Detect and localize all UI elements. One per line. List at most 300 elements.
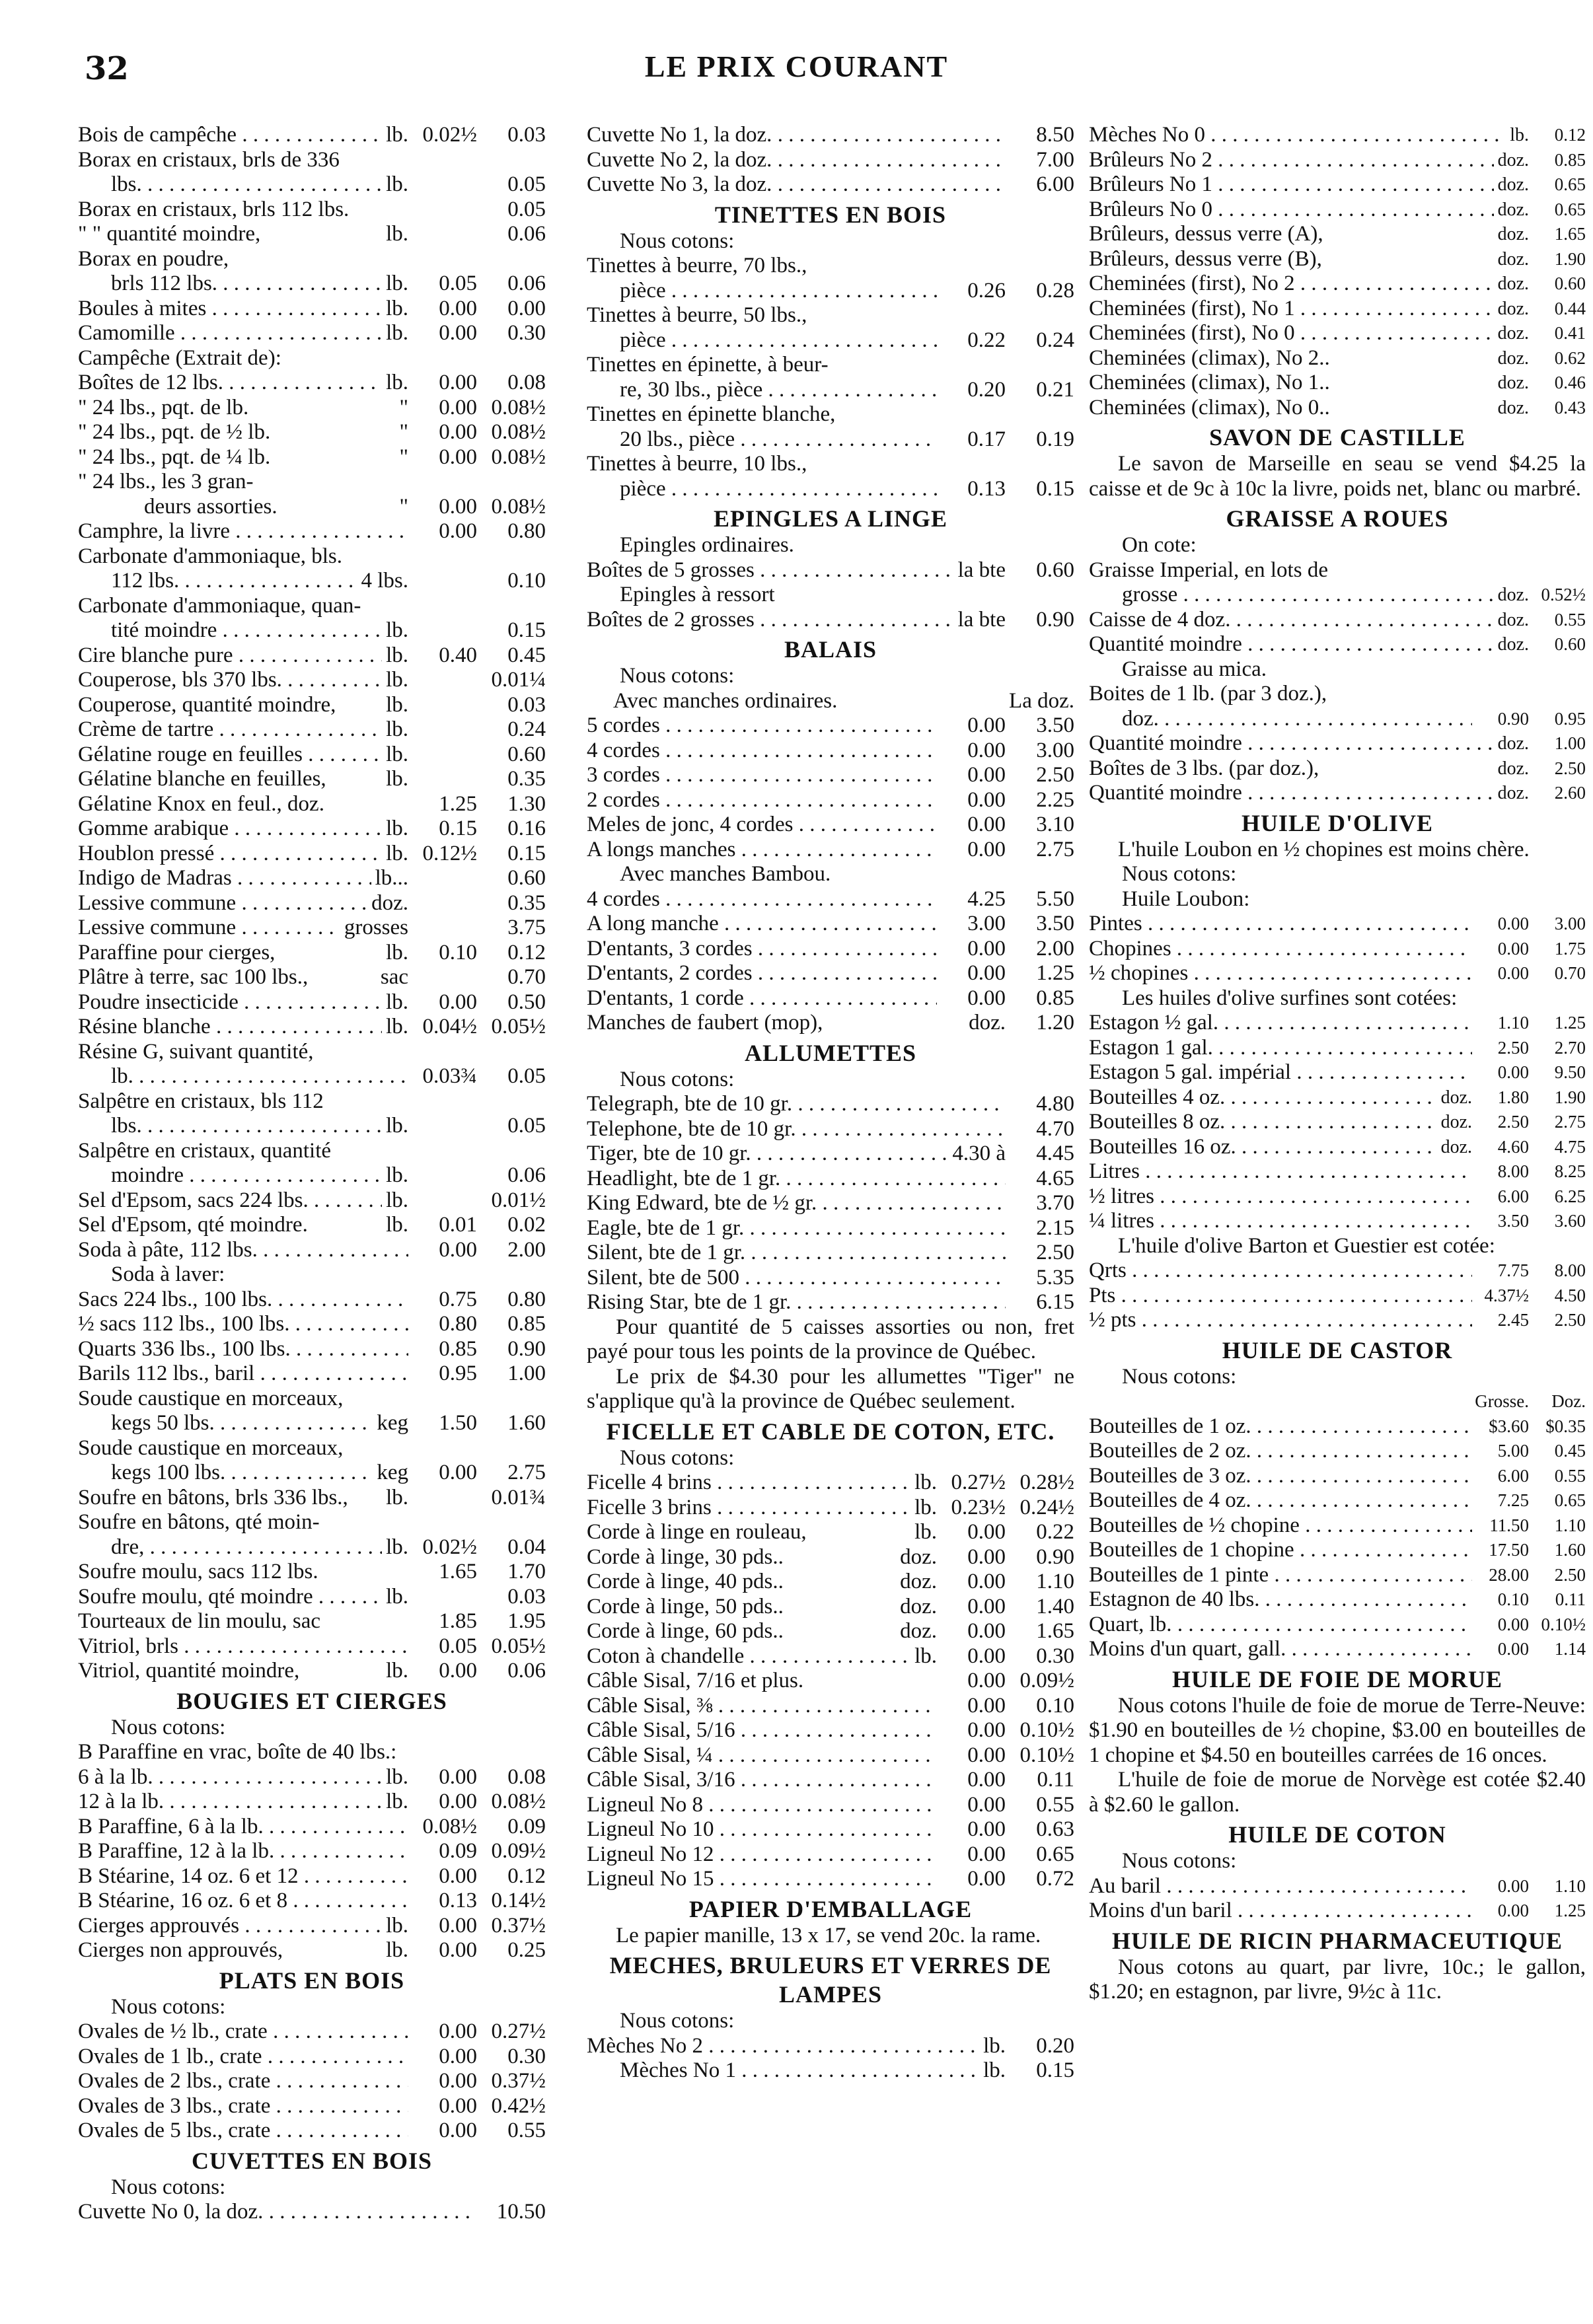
item-price: 0.14½ [491, 1889, 546, 1912]
item-price: 3.50 [1036, 912, 1074, 935]
price-line-text: Nous cotons: [620, 229, 735, 253]
item-price: 0.03 [507, 1584, 546, 1609]
item-label: Cuvette No 3, la doz. . . . [587, 172, 1006, 198]
item-price: 0.00 [967, 713, 1006, 737]
price-row [78, 1839, 546, 1864]
item-label: Camphre, la livre . . . [78, 519, 408, 544]
item-unit: doz. [1497, 323, 1529, 344]
item-price: 0.12 [507, 940, 546, 964]
item-price: 0.35 [507, 767, 546, 791]
item-price: 2.45 [1497, 1310, 1529, 1330]
page-number: 32 [85, 50, 129, 87]
item-label: A long manche . . . [587, 912, 937, 937]
item-label: Sel d'Epsom, sacs 224 lbs. . . . [78, 1188, 382, 1214]
price-row [587, 1266, 1074, 1291]
price-line-text: Résine G, suivant quantité, [78, 1039, 314, 1064]
item-label: Crème de tartre . . . [78, 717, 382, 743]
item-unit: lb. [386, 172, 408, 196]
item-price: 4.50 [1554, 1285, 1586, 1305]
item-price: 1.30 [507, 791, 546, 816]
price-row [1089, 1209, 1586, 1234]
item-label: Manches de faubert (mop), [587, 1011, 823, 1035]
item-price: 0.10 [507, 569, 546, 593]
item-label: Chopines . . . [1089, 937, 1472, 962]
item-label: Cuvette No 1, la doz. . . . [587, 123, 1006, 148]
section-heading: HUILE DE COTON [1228, 1821, 1446, 1848]
item-price: 5.35 [1036, 1265, 1074, 1289]
price-row [78, 2045, 546, 2070]
item-label: Brûleurs, dessus verre (B), [1089, 246, 1322, 271]
price-row [1089, 198, 1586, 223]
item-label: 12 à la lb. . . . [78, 1790, 382, 1815]
item-label: Cheminées (climax), No 1.. [1089, 371, 1330, 394]
item-label: Qrts . . . [1089, 1258, 1472, 1284]
item-price: 0.70 [1554, 963, 1586, 983]
price-row [1089, 608, 1586, 633]
item-price: 0.00 [967, 813, 1006, 836]
item-price: 1.65 [439, 1560, 477, 1583]
item-price [408, 198, 477, 223]
item-price: 0.50 [507, 990, 546, 1014]
item-label: Câble Sisal, ¼ . . . [587, 1743, 937, 1768]
item-label: Coton à chandelle . . . [587, 1644, 910, 1669]
item-price: 1.25 [1036, 961, 1074, 985]
item-unit: doz. [1497, 273, 1529, 294]
price-row [587, 1167, 1074, 1192]
item-price: 0.90 [1036, 607, 1074, 632]
price-row [1089, 371, 1586, 396]
item-price: 0.00 [967, 837, 1006, 861]
item-label: re, 30 lbs., pièce . . . [620, 378, 937, 403]
price-row [587, 1117, 1074, 1142]
item-label: Ficelle 4 brins . . . [587, 1471, 910, 1496]
item-unit: keg [377, 1461, 408, 1484]
price-row [1089, 1085, 1586, 1110]
item-label: Bouteilles 8 oz. . . . [1089, 1110, 1437, 1135]
item-price: 0.13 [439, 1889, 477, 1912]
item-price: 0.20 [967, 377, 1006, 402]
item-label: B Paraffine, 6 à la lb. . . . [78, 1815, 408, 1840]
price-row [78, 2069, 546, 2094]
item-label: Ovales de 5 lbs., crate . . . [78, 2119, 408, 2144]
item-price: 0.00 [439, 1790, 477, 1813]
item-price: 0.90 [1497, 708, 1529, 729]
item-label: Cheminées (first), No 2 . . . [1089, 272, 1494, 297]
note-paragraph: Le savon de Marseille en seau se vend $4.25 la caisse et de 9c à 10c la livre, poids net, blanc ou marbré. [1089, 452, 1586, 501]
price-line-text: Nous cotons: [111, 1994, 226, 2019]
item-price: 0.65 [1554, 199, 1586, 219]
item-price: 0.23½ [951, 1495, 1006, 1519]
item-price: 1.75 [1554, 938, 1586, 959]
item-price: 0.62 [1554, 347, 1586, 368]
price-row [78, 2094, 546, 2119]
price-line-text: Carbonate d'ammoniaque, bls. [78, 544, 343, 568]
item-price [408, 222, 477, 247]
item-price: 0.15 [507, 618, 546, 642]
item-label: Boules à mites . . . [78, 297, 382, 322]
item-price: 2.75 [507, 1461, 546, 1484]
price-row [78, 965, 546, 990]
item-label: Cuvette No 0, la doz. . . . [78, 2200, 477, 2225]
price-line-text: Tinettes à beurre, 50 lbs., [587, 303, 807, 327]
section-heading: ALLUMETTES [744, 1039, 917, 1066]
item-unit: la bte [957, 558, 1006, 582]
item-price: 0.40 [439, 643, 477, 667]
price-row [1089, 1135, 1586, 1160]
price-row [78, 420, 546, 445]
price-line-text: Epingles ordinaires. [620, 533, 794, 557]
price-row [587, 2034, 1074, 2059]
item-price: 3.50 [1036, 713, 1074, 737]
item-price: 0.00 [967, 1743, 1006, 1767]
price-row [78, 817, 546, 842]
item-price: 0.15 [507, 841, 546, 865]
price-line-text: Nous cotons: [620, 2009, 735, 2033]
item-unit: doz. [1497, 199, 1529, 220]
column-subheader [587, 689, 1074, 714]
price-row [587, 961, 1074, 986]
item-label: Quantité moindre . . . [1089, 781, 1494, 806]
item-price [408, 916, 477, 941]
item-price: 10.50 [496, 2200, 546, 2224]
price-row [587, 1867, 1074, 1892]
price-row [1089, 1110, 1586, 1135]
item-unit: sac [380, 965, 408, 989]
item-unit: doz. [371, 890, 408, 915]
item-unit: lb. [386, 1913, 408, 1938]
price-row [78, 1486, 546, 1511]
item-label: Cheminées (first), No 1 . . . [1089, 297, 1494, 322]
item-unit: lb. [386, 1015, 408, 1038]
price-row [587, 1793, 1074, 1818]
item-price: 0.08½ [491, 395, 546, 419]
price-row [78, 297, 546, 322]
price-row [78, 1659, 546, 1684]
item-price [408, 1486, 477, 1511]
item-price: 0.60 [1554, 634, 1586, 654]
item-label: Au baril . . . [1089, 1874, 1472, 1899]
item-price: 1.40 [1036, 1594, 1074, 1618]
item-price: 0.09½ [491, 1839, 546, 1863]
item-label: Ligneul No 15 . . . [587, 1867, 937, 1892]
item-label: Bouteilles de 1 pinte . . . [1089, 1563, 1472, 1588]
item-price: 0.00 [967, 763, 1006, 787]
price-line-text: Soufre en bâtons, qté moin- [78, 1510, 320, 1534]
item-label: lbs. . . . [111, 1114, 382, 1139]
item-price: 0.00 [439, 395, 477, 419]
item-label: Paraffine pour cierges, [78, 940, 276, 964]
note-paragraph: Le prix de $4.30 pour les allumettes "Tiger" ne s'applique qu'à la province de Québec seulement. [587, 1364, 1074, 1413]
item-price [408, 743, 477, 768]
section-heading: HUILE DE RICIN PHARMACEUTIQUE [1111, 1927, 1563, 1954]
item-price: 0.00 [1497, 914, 1529, 933]
price-row [78, 1238, 546, 1263]
item-label: Ligneul No 12 . . . [587, 1842, 937, 1868]
price-column-1 [78, 123, 546, 2303]
item-unit: lb. [386, 296, 408, 320]
item-price: 0.00 [439, 1461, 477, 1484]
price-line-text: Tinettes à beurre, 10 lbs., [587, 452, 807, 476]
price-row [78, 1765, 546, 1790]
price-row [1089, 148, 1586, 173]
price-row [587, 279, 1074, 304]
item-price: 8.00 [1497, 1161, 1529, 1181]
item-price: 0.00 [439, 1237, 477, 1262]
item-label: Gélatine rouge en feuilles . . . [78, 743, 382, 768]
item-price: 1.00 [507, 1362, 546, 1385]
item-label: Brûleurs No 1 . . . [1089, 172, 1494, 198]
item-price: 0.00 [967, 961, 1006, 985]
item-price: 0.03 [507, 692, 546, 717]
price-line-text: Campêche (Extrait de): [78, 345, 281, 370]
price-row [78, 1163, 546, 1188]
item-price: 3.50 [1497, 1211, 1529, 1231]
price-line-text: Tinettes en épinette, à beur- [587, 353, 829, 377]
item-unit: lb. [386, 1938, 408, 1962]
item-unit: lb. [386, 1188, 408, 1212]
item-price: $0.35 [1545, 1416, 1586, 1436]
item-label: 4 cordes . . . [587, 739, 937, 764]
item-price: 0.00 [439, 2093, 477, 2118]
price-row [78, 2200, 546, 2225]
item-price: 0.00 [439, 1913, 477, 1938]
item-label: Meles de jonc, 4 cordes . . . [587, 813, 937, 838]
item-price: 0.00 [967, 787, 1006, 812]
price-row [587, 328, 1074, 353]
price-row [78, 321, 546, 346]
item-price: 0.09 [439, 1839, 477, 1863]
item-price: 0.00 [439, 445, 477, 469]
price-row [78, 1609, 546, 1634]
subheader-label: Avec manches ordinaires. [613, 688, 838, 713]
item-unit: " [399, 420, 408, 444]
item-price: 0.08 [507, 371, 546, 394]
item-unit: doz. [1497, 758, 1529, 779]
item-price: 3.10 [1036, 813, 1074, 836]
price-row [78, 1337, 546, 1362]
note-paragraph: L'huile de foie de morue de Norvège est cotée $2.40 à $2.60 le gallon. [1089, 1768, 1586, 1817]
item-price: 0.65 [1036, 1842, 1074, 1866]
item-price: 0.00 [967, 1867, 1006, 1891]
price-line-text: Borax en cristaux, brls de 336 [78, 147, 340, 172]
item-label: Câble Sisal, 5/16 . . . [587, 1718, 937, 1743]
item-unit: doz. [1497, 149, 1529, 170]
item-label: Quantité moindre . . . [1089, 632, 1494, 657]
item-label: Bouteilles de ½ chopine . . . [1089, 1513, 1472, 1539]
price-row [587, 739, 1074, 764]
item-unit: " [399, 445, 408, 469]
item-unit: lb. [386, 643, 408, 667]
price-row [1089, 731, 1586, 756]
price-line-text: Carbonate d'ammoniaque, quan- [78, 593, 361, 618]
price-row [1089, 1874, 1586, 1899]
price-row [1089, 1060, 1586, 1085]
item-price: 0.05 [439, 272, 477, 295]
item-label: Lessive commune . . . [78, 916, 340, 941]
item-label: Quart, lb. . . . [1089, 1613, 1472, 1638]
item-price: 0.00 [967, 1693, 1006, 1718]
price-row [78, 1864, 546, 1889]
price-row [1089, 297, 1586, 322]
item-price: 0.00 [439, 1938, 477, 1962]
price-row [1089, 781, 1586, 806]
price-row [1089, 321, 1586, 346]
item-label: Plâtre à terre, sac 100 lbs., [78, 965, 309, 989]
price-row [78, 717, 546, 743]
item-label: " 24 lbs., pqt. de lb. [78, 395, 249, 419]
item-price: 0.00 [439, 1659, 477, 1683]
item-price: 0.30 [507, 321, 546, 345]
item-price: 1.25 [1554, 1901, 1586, 1920]
item-price: 0.08½ [491, 445, 546, 469]
item-price: 0.02 [507, 1213, 546, 1237]
price-row [1089, 222, 1586, 247]
item-label: Eagle, bte de 1 gr. . . . [587, 1216, 1006, 1241]
item-price: 0.08½ [491, 494, 546, 519]
price-row [78, 1312, 546, 1337]
item-label: D'entants, 3 cordes . . . [587, 937, 937, 962]
item-label: Ligneul No 8 . . . [587, 1793, 937, 1818]
price-row [587, 1290, 1074, 1315]
item-unit: lb... [375, 866, 408, 890]
price-row [78, 643, 546, 669]
item-label: Bouteilles de 1 oz. . . . [1089, 1414, 1472, 1439]
item-label: 4 cordes . . . [587, 887, 937, 912]
item-unit: doz. [1497, 248, 1529, 270]
item-label: Corde à linge en rouleau, [587, 1520, 807, 1544]
item-label: Tourteaux de lin moulu, sac [78, 1609, 321, 1633]
item-label: kegs 50 lbs. . . . [111, 1411, 373, 1436]
item-label: lbs. . . . [111, 172, 382, 198]
item-label: ½ chopines . . . [1089, 961, 1472, 986]
item-label: Rising Star, bte de 1 gr. . . . [587, 1290, 1006, 1315]
item-price: 0.85 [1554, 149, 1586, 170]
price-row [1089, 272, 1586, 297]
price-row [587, 1471, 1074, 1496]
price-line-text: Nous cotons: [1122, 1364, 1237, 1389]
item-label: Résine blanche . . . [78, 1015, 382, 1040]
price-row [587, 558, 1074, 583]
item-price: 0.10½ [1019, 1718, 1074, 1742]
price-row [78, 272, 546, 297]
item-price: 0.44 [1554, 298, 1586, 318]
item-label: Soufre en bâtons, brls 336 lbs., [78, 1485, 348, 1509]
price-row [1089, 1414, 1586, 1439]
item-price: 2.50 [1554, 1310, 1586, 1330]
item-label: Bouteilles de 4 oz. . . . [1089, 1488, 1472, 1513]
section-heading: PLATS EN BOIS [219, 1967, 405, 1994]
price-row [1089, 1538, 1586, 1563]
price-row [1089, 1258, 1586, 1284]
item-price: 0.05 [439, 1634, 477, 1658]
item-price: 0.43 [1554, 397, 1586, 418]
price-row [78, 1461, 546, 1486]
item-price: 0.00 [439, 1864, 477, 1888]
item-price: 0.20 [1036, 2033, 1074, 2058]
price-row [587, 172, 1074, 198]
item-label: pièce . . . [620, 477, 937, 502]
item-label: Mèches No 0 . . . [1089, 123, 1506, 148]
item-price: 0.00 [967, 1768, 1006, 1792]
item-price: 0.28½ [1019, 1471, 1074, 1494]
price-row [78, 569, 546, 594]
item-label: Houblon pressé . . . [78, 842, 382, 867]
item-unit: lb. [914, 1644, 937, 1668]
price-row [587, 477, 1074, 502]
item-unit: lb. [386, 222, 408, 246]
price-line-text: B Paraffine en vrac, boîte de 40 lbs.: [78, 1740, 397, 1764]
item-price: 0.55 [1554, 1465, 1586, 1486]
item-price: 1.60 [1554, 1540, 1586, 1560]
item-label: lb. . . . [111, 1064, 408, 1089]
item-label: Mèches No 2 . . . [587, 2034, 979, 2059]
item-price: 0.45 [1554, 1441, 1586, 1461]
item-price: 0.72 [1036, 1867, 1074, 1891]
price-row [1089, 937, 1586, 962]
item-price: 0.00 [507, 296, 546, 320]
item-price: 6.25 [1554, 1186, 1586, 1206]
price-row [78, 1815, 546, 1840]
item-price: 2.50 [1554, 1564, 1586, 1585]
item-price: 4.75 [1554, 1136, 1586, 1157]
price-row [1089, 1587, 1586, 1613]
item-unit: lb. [386, 618, 408, 642]
price-line-text: Nous cotons: [111, 2175, 226, 2199]
price-row [1089, 1184, 1586, 1210]
item-label: Moins d'un quart, gall. . . . [1089, 1637, 1472, 1662]
item-label: Vitriol, quantité moindre, [78, 1659, 300, 1683]
item-price: 1.10 [1554, 1875, 1586, 1896]
item-price: 2.00 [1036, 936, 1074, 961]
item-label: Gomme arabique . . . [78, 817, 382, 842]
item-price [408, 717, 477, 743]
price-row [1089, 172, 1586, 198]
item-label: Cierges non approuvés, [78, 1938, 283, 1962]
item-price: 0.60 [507, 866, 546, 890]
item-label: Pts . . . [1089, 1284, 1472, 1309]
item-unit: doz. [1440, 1136, 1472, 1157]
price-row [1089, 1488, 1586, 1513]
item-unit: grosses [344, 916, 408, 939]
price-row [78, 916, 546, 941]
item-price: 0.00 [439, 420, 477, 444]
item-price [408, 965, 477, 990]
item-price: 0.22 [1036, 1520, 1074, 1544]
item-price: 2.50 [1036, 763, 1074, 787]
item-label: Câble Sisal, ⅜ . . . [587, 1694, 937, 1719]
price-row [1089, 912, 1586, 937]
item-label: Corde à linge, 50 pds.. [587, 1594, 784, 1618]
price-row [1089, 1637, 1586, 1662]
item-price: 1.85 [439, 1609, 477, 1633]
price-line-text: Borax en poudre, [78, 246, 229, 271]
price-row [78, 495, 546, 520]
item-price: 0.24½ [1019, 1495, 1074, 1519]
item-label: dre, . . . [111, 1535, 382, 1560]
item-price: 7.25 [1497, 1490, 1529, 1510]
price-row [78, 693, 546, 718]
item-label: Corde à linge, 60 pds.. [587, 1619, 784, 1643]
price-row [1089, 1011, 1586, 1036]
item-label: Sacs 224 lbs., 100 lbs. . . . [78, 1288, 408, 1313]
price-row [78, 941, 546, 966]
item-price: 1.10 [1497, 1013, 1529, 1033]
item-price: 0.21 [1036, 377, 1074, 402]
item-unit: lb. [983, 2033, 1006, 2058]
item-price: 0.05 [507, 172, 546, 196]
price-row [1089, 123, 1586, 148]
item-price: 0.00 [1497, 938, 1529, 959]
